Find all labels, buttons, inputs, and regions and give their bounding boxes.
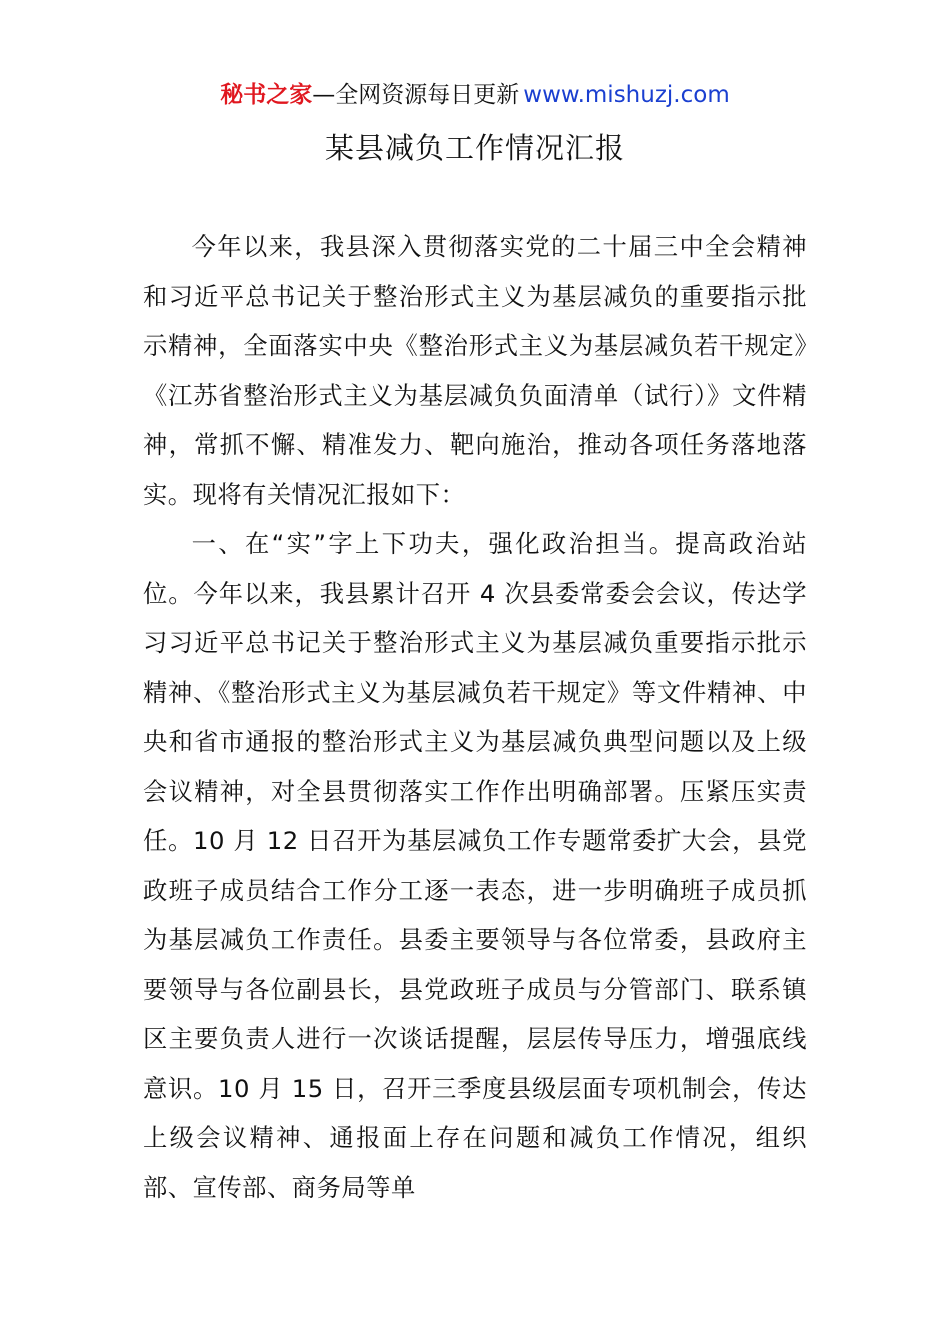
paragraph-intro: 今年以来，我县深入贯彻落实党的二十届三中全会精神和习近平总书记关于整治形式主义为基层减负的重要指示批示精神，全面落实中央《整治形式主义为基层减负若干规定》《江苏省整治形式主义为基层减负负面清单（试行）》文件精神，常抓不懈、精准发力、靶向施治，推动各项任务落地落实。现将有关情况汇报如下：	[143, 232, 807, 509]
brand-name: 秘书之家	[220, 82, 313, 108]
site-url-link[interactable]: www.mishuzj.com	[523, 82, 730, 108]
header-tagline: —全网资源每日更新	[312, 82, 520, 108]
document-title: 某县减负工作情况汇报	[324, 131, 625, 165]
paragraph-section-one: 一、在“实”字上下功夫，强化政治担当。提高政治站位。今年以来，我县累计召开 4 次县委常委会会议，传达学习习近平总书记关于整治形式主义为基层减负重要指示批示精神、《整治形式主义为基层减负若干规定》等文件精神、中央和省市通报的整治形式主义为基层减负典型问题以及上级会议精神，对全县贯彻落实工作作出明确部署。压紧压实责任。10 月 12 日召开为基层减负工作专题常委扩大会，县党政班子成员结合工作分工逐一表态，进一步明确班子成员抓为基层减负工作责任。县委主要领导与各位常委，县政府主要领导与各位副县长，县党政班子成员与分管部门、联系镇区主要负责人进行一次谈话提醒，层层传导压力，增强底线意识。10 月 15 日，召开三季度县级层面专项机制会，传达上级会议精神、通报面上存在问题和减负工作情况，组织部、宣传部、商务局等单	[143, 529, 807, 1202]
site-header	[0, 78, 950, 112]
document-body	[143, 222, 807, 1212]
